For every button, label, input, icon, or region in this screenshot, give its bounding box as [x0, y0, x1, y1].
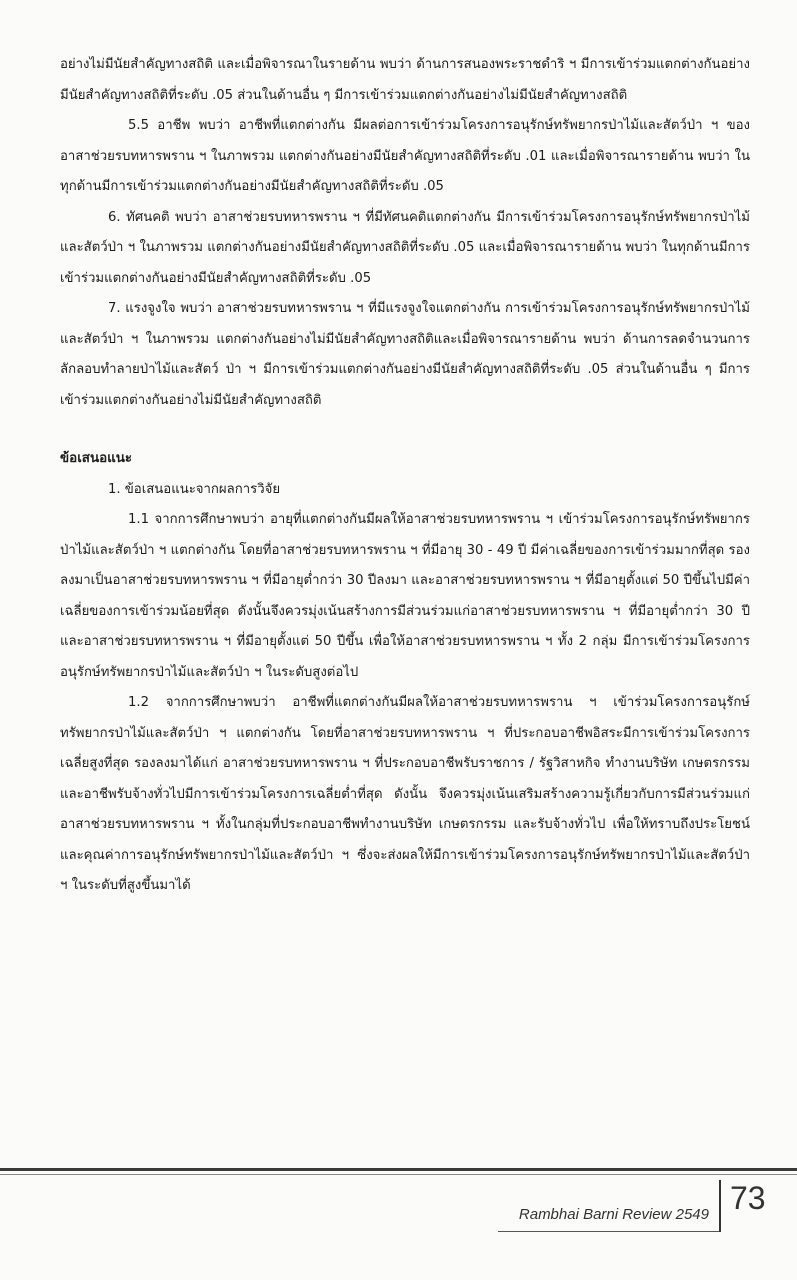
paragraph-attitude: 6. ทัศนคติ พบว่า อาสาช่วยรบทหารพราน ฯ ที่มีทัศนคติแตกต่างกัน มีการเข้าร่วมโครงการอนุรักษ์ทรัพยากรป่าไม้และสัตว์ป่า ฯ ในภาพรวม แตกต่างกันอย่างมีนัยสำคัญทางสถิติที่ระดับ .05 และเมื่อพิจารณารายด้าน พบว่า ในทุกด้านมีการเข้าร่วมแตกต่างกันอย่างมีนัยสำคัญทางสถิติที่ระดับ .05 — [60, 209, 750, 286]
page-number: 73 — [730, 1180, 766, 1216]
paragraph-recommendation-occupation: 1.2 จากการศึกษาพบว่า อาชีพที่แตกต่างกันมีผลให้อาสาช่วยรบทหารพราน ฯ เข้าร่วมโครงการอนุรักษ์ทรัพยากรป่าไม้และสัตว์ป่า ฯ แตกต่างกัน โดยที่อาสาช่วยรบทหารพราน ฯ ที่ประกอบอาชีพอิสระมีการเข้าร่วมโครงการเฉลี่ยสูงที่สุด รองลงมาได้แก่ อาสาช่วยรบทหารพราน ฯ ที่ประกอบอาชีพรับราชการ / รัฐวิสาหกิจ ทำงานบริษัท เกษตรกรรม และอาชีพรับจ้างทั่วไปมีการเข้าร่วมโครงการเฉลี่ยต่ำที่สุด ดังนั้น จึงควรมุ่งเน้นเสริมสร้างความรู้เกี่ยวกับการมีส่วนร่วมแก่อาสาช่วยรบทหารพราน ฯ ทั้งในกลุ่มที่ประกอบอาชีพทำงานบริษัท เกษตรกรรม และรับจ้างทั่วไป เพื่อให้ทราบถึงประโยชน์และคุณค่าการอนุรักษ์ทรัพยากรป่าไม้และสัตว์ป่า ฯ ซึ่งจะส่งผลให้มีการเข้าร่วมโครงการอนุรักษ์ทรัพยากรป่าไม้และสัตว์ป่า ฯ ในระดับที่สูงขึ้นมาได้ — [60, 695, 750, 893]
paragraph-occupation-continued: อย่างไม่มีนัยสำคัญทางสถิติ และเมื่อพิจารณาในรายด้าน พบว่า ด้านการสนองพระราชดำริ ฯ มีการเข้าร่วมแตกต่างกันอย่างมีนัยสำคัญทางสถิติที่ระดับ .05 ส่วนในด้านอื่น ๆ มีการเข้าร่วมแตกต่างกันอย่างไม่มีนัยสำคัญทางสถิติ — [60, 57, 750, 103]
body-text — [60, 50, 750, 902]
paragraph-motivation: 7. แรงจูงใจ พบว่า อาสาช่วยรบทหารพราน ฯ ที่มีแรงจูงใจแตกต่างกัน การเข้าร่วมโครงการอนุรักษ์ทรัพยากรป่าไม้และสัตว์ป่า ฯ ในภาพรวม แตกต่างกันอย่างไม่มีนัยสำคัญทางสถิติและเมื่อพิจารณารายด้าน พบว่า ด้านการลดจำนวนการลักลอบทำลายป่าไม้และสัตว์ ป่า ฯ มีการเข้าร่วมแตกต่างกันอย่างมีนัยสำคัญทางสถิติที่ระดับ .05 ส่วนในด้านอื่น ๆ มีการเข้าร่วมแตกต่างกันอย่างไม่มีนัยสำคัญทางสถิติ — [60, 301, 750, 408]
footer-underline — [498, 1231, 721, 1232]
journal-name: Rambhai Barni Review 2549 — [518, 1206, 709, 1223]
paragraph-occupation: 5.5 อาชีพ พบว่า อาชีพที่แตกต่างกัน มีผลต่อการเข้าร่วมโครงการอนุรักษ์ทรัพยากรป่าไม้และสัตว์ป่า ฯ ของอาสาช่วยรบทหารพราน ฯ ในภาพรวม แตกต่างกันอย่างมีนัยสำคัญทางสถิติที่ระดับ .01 และเมื่อพิจารณารายด้าน พบว่า ในทุกด้านมีการเข้าร่วมแตกต่างกันอย่างมีนัยสำคัญทางสถิติที่ระดับ .05 — [60, 118, 750, 194]
section-heading: ข้อเสนอแนะ — [60, 451, 133, 466]
section-gap — [60, 416, 750, 444]
subsection-heading: 1. ข้อเสนอแนะจากผลการวิจัย — [108, 481, 281, 497]
footer-divider — [719, 1180, 721, 1232]
paragraph-recommendation-age: 1.1 จากการศึกษาพบว่า อายุที่แตกต่างกันมีผลให้อาสาช่วยรบทหารพราน ฯ เข้าร่วมโครงการอนุรักษ์ทรัพยากรป่าไม้และสัตว์ป่า ฯ แตกต่างกัน โดยที่อาสาช่วยรบทหารพราน ฯ ที่มีอายุ 30 - 49 ปี มีค่าเฉลี่ยของการเข้าร่วมมากที่สุด รองลงมาเป็นอาสาช่วยรบทหารพราน ฯ ที่มีอายุต่ำกว่า 30 ปีลงมา และอาสาช่วยรบทหารพราน ฯ ที่มีอายุตั้งแต่ 50 ปีขึ้นไปมีค่าเฉลี่ยของการเข้าร่วมน้อยที่สุด ดังนั้นจึงควรมุ่งเน้นสร้างการมีส่วนร่วมแก่อาสาช่วยรบทหารพราน ฯ ที่มีอายุต่ำกว่า 30 ปี และอาสาช่วยรบทหารพราน ฯ ที่มีอายุตั้งแต่ 50 ปีขึ้น เพื่อให้อาสาช่วยรบทหารพราน ฯ ทั้ง 2 กลุ่ม มีการเข้าร่วมโครงการอนุรักษ์ทรัพยากรป่าไม้และสัตว์ป่า ฯ ในระดับสูงต่อไป — [60, 512, 750, 680]
footer-rule — [0, 1168, 797, 1171]
footer-rule-thin — [0, 1174, 797, 1175]
